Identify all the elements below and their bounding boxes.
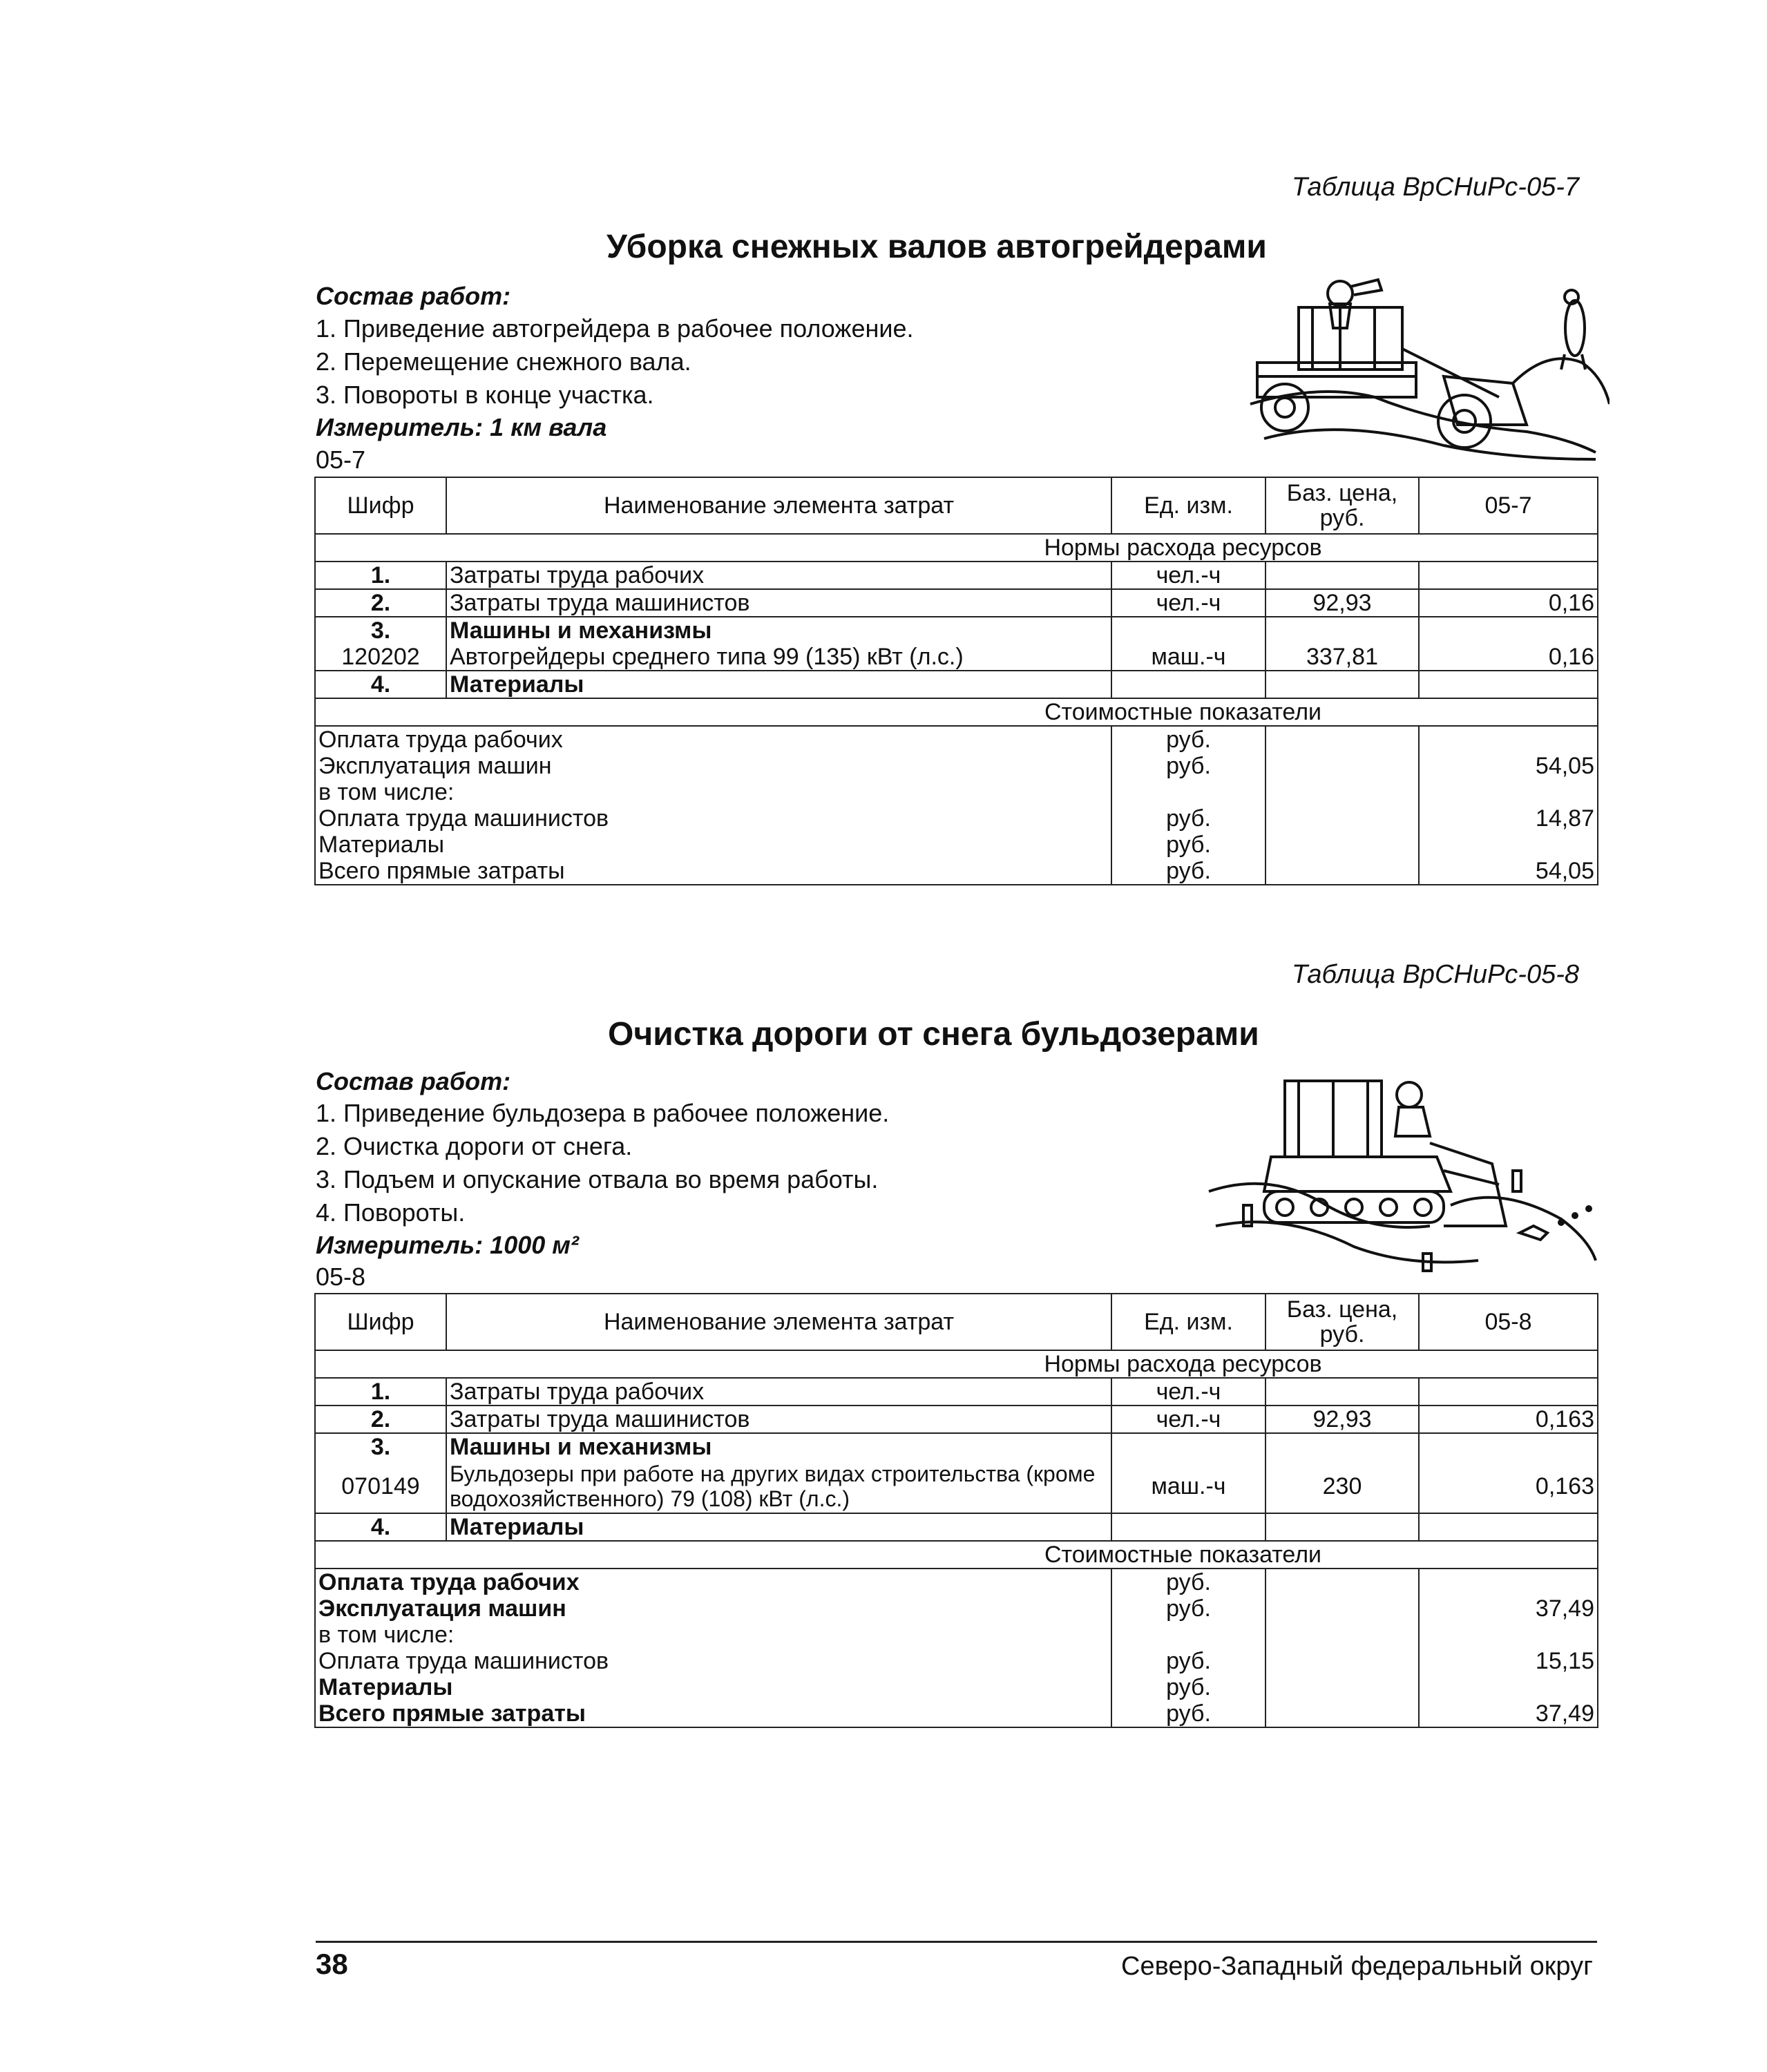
cost-value [1419, 1622, 1598, 1648]
cost-value [1419, 832, 1598, 858]
cost-row [315, 1700, 1598, 1727]
cost-label-row [315, 1541, 1598, 1569]
cost-name: Всего прямые затраты [315, 858, 1111, 885]
row-code: 4. [315, 671, 446, 698]
work-composition-heading: Состав работ: [316, 1067, 511, 1095]
row-unit: чел.-ч [1111, 1378, 1265, 1406]
header-unit: Ед. изм. [1111, 1294, 1265, 1350]
row-code: 3. [315, 1433, 446, 1460]
norms-label: Нормы расхода ресурсов [315, 534, 1598, 562]
cost-name: Оплата труда машинистов [315, 1648, 1111, 1674]
work-item: 1. Приведение автогрейдера в рабочее положение. [316, 314, 914, 343]
row-price: 92,93 [1265, 1406, 1419, 1433]
cost-value: 14,87 [1419, 805, 1598, 832]
row-value: 0,163 [1419, 1406, 1598, 1433]
bulldozer-illustration [1202, 1067, 1603, 1274]
row-value [1419, 1433, 1598, 1460]
row-name: Материалы [446, 1513, 1111, 1541]
header-name: Наименование элемента затрат [446, 477, 1111, 534]
row-price [1265, 671, 1419, 698]
row-price: 92,93 [1265, 589, 1419, 617]
cost-row [315, 1595, 1598, 1622]
norms-table-05-7 [314, 477, 1598, 885]
section-title: Уборка снежных валов автогрейдерами [606, 229, 1267, 265]
cost-value [1419, 726, 1598, 753]
row-price [1265, 617, 1419, 644]
row-value [1419, 1378, 1598, 1406]
row-name: Затраты труда рабочих [446, 562, 1111, 589]
table-row [315, 617, 1598, 644]
measure-unit: Измеритель: 1000 м² [316, 1231, 579, 1259]
table-row [315, 671, 1598, 698]
cost-unit [1111, 1622, 1265, 1648]
row-code: 2. [315, 589, 446, 617]
row-name: Затраты труда машинистов [446, 1406, 1111, 1433]
cost-value: 54,05 [1419, 858, 1598, 885]
cost-value: 37,49 [1419, 1595, 1598, 1622]
norms-label-row [315, 534, 1598, 562]
cost-unit: руб. [1111, 1595, 1265, 1622]
row-unit [1111, 1513, 1265, 1541]
row-unit [1111, 671, 1265, 698]
cost-row [315, 805, 1598, 832]
footer-region: Северо-Западный федеральный округ [1121, 1952, 1593, 1981]
cost-label-row [315, 698, 1598, 726]
cost-row [315, 832, 1598, 858]
row-value: 0,16 [1419, 589, 1598, 617]
work-item: 4. Повороты. [316, 1198, 466, 1227]
row-code: 070149 [315, 1460, 446, 1513]
cost-unit: руб. [1111, 832, 1265, 858]
cost-unit [1111, 779, 1265, 805]
row-code: 1. [315, 1378, 446, 1406]
cost-name: Эксплуатация машин [315, 753, 1111, 779]
row-unit: маш.-ч [1111, 644, 1265, 671]
row-unit [1111, 1433, 1265, 1460]
row-unit: чел.-ч [1111, 562, 1265, 589]
cost-name: Материалы [315, 1674, 1111, 1700]
cost-row [315, 726, 1598, 753]
row-value: 0,163 [1419, 1460, 1598, 1513]
cost-row [315, 1674, 1598, 1700]
cost-name: Материалы [315, 832, 1111, 858]
cost-name: Оплата труда машинистов [315, 805, 1111, 832]
cost-unit: руб. [1111, 1700, 1265, 1727]
cost-name: Эксплуатация машин [315, 1595, 1111, 1622]
cost-unit: руб. [1111, 1569, 1265, 1595]
table-caption: Таблица ВрСНиРс-05-8 [1292, 960, 1580, 989]
table-row [315, 589, 1598, 617]
row-name: Бульдозеры при работе на других видах строительства (кроме водохозяйственного) 79 (108) кВт (л.с.) [446, 1460, 1111, 1513]
cost-value: 37,49 [1419, 1700, 1598, 1727]
page-number: 38 [316, 1948, 348, 1980]
row-name: Затраты труда машинистов [446, 589, 1111, 617]
cost-row [315, 858, 1598, 885]
table-row [315, 1460, 1598, 1513]
work-item: 3. Повороты в конце участка. [316, 381, 654, 409]
row-value [1419, 671, 1598, 698]
table-row [315, 644, 1598, 671]
work-item: 2. Очистка дороги от снега. [316, 1132, 633, 1160]
row-price [1265, 1513, 1419, 1541]
section-title: Очистка дороги от снега бульдозерами [608, 1016, 1259, 1053]
row-price [1265, 1378, 1419, 1406]
cost-row [315, 1569, 1598, 1595]
cost-row [315, 753, 1598, 779]
row-value [1419, 617, 1598, 644]
header-unit: Ед. изм. [1111, 477, 1265, 534]
table-code: 05-8 [316, 1263, 366, 1291]
row-code: 120202 [315, 644, 446, 671]
header-price: Баз. цена, руб. [1265, 1294, 1419, 1350]
row-code: 4. [315, 1513, 446, 1541]
footer-rule [316, 1941, 1597, 1943]
cost-label: Стоимостные показатели [315, 1541, 1598, 1569]
row-unit: чел.-ч [1111, 1406, 1265, 1433]
cost-value: 54,05 [1419, 753, 1598, 779]
row-name: Машины и механизмы [446, 617, 1111, 644]
row-code: 2. [315, 1406, 446, 1433]
grader-illustration [1236, 266, 1610, 466]
row-value: 0,16 [1419, 644, 1598, 671]
table-code: 05-7 [316, 445, 366, 474]
cost-name: Оплата труда рабочих [315, 726, 1111, 753]
row-value [1419, 562, 1598, 589]
norms-label-row [315, 1350, 1598, 1378]
table-row [315, 1513, 1598, 1541]
header-code: Шифр [315, 477, 446, 534]
table-row [315, 1378, 1598, 1406]
row-code: 1. [315, 562, 446, 589]
cost-unit: руб. [1111, 726, 1265, 753]
cost-row [315, 1648, 1598, 1674]
row-unit [1111, 617, 1265, 644]
cost-name: в том числе: [315, 779, 1111, 805]
row-name: Автогрейдеры среднего типа 99 (135) кВт (л.с.) [446, 644, 1111, 671]
cost-row [315, 779, 1598, 805]
row-price: 337,81 [1265, 644, 1419, 671]
cost-value [1419, 1674, 1598, 1700]
row-name: Материалы [446, 671, 1111, 698]
row-value [1419, 1513, 1598, 1541]
row-unit: чел.-ч [1111, 589, 1265, 617]
row-name: Затраты труда рабочих [446, 1378, 1111, 1406]
cost-unit: руб. [1111, 858, 1265, 885]
cost-value: 15,15 [1419, 1648, 1598, 1674]
header-column: 05-8 [1419, 1294, 1598, 1350]
cost-label: Стоимостные показатели [315, 698, 1598, 726]
cost-unit: руб. [1111, 1674, 1265, 1700]
row-price [1265, 562, 1419, 589]
table-row [315, 1433, 1598, 1460]
work-item: 2. Перемещение снежного вала. [316, 347, 691, 376]
cost-name: Всего прямые затраты [315, 1700, 1111, 1727]
cost-unit: руб. [1111, 753, 1265, 779]
cost-unit: руб. [1111, 1648, 1265, 1674]
cost-name: в том числе: [315, 1622, 1111, 1648]
norms-table-05-8 [314, 1293, 1598, 1728]
work-item: 3. Подъем и опускание отвала во время работы. [316, 1165, 879, 1193]
cost-value [1419, 1569, 1598, 1595]
header-code: Шифр [315, 1294, 446, 1350]
row-name: Машины и механизмы [446, 1433, 1111, 1460]
row-code: 3. [315, 617, 446, 644]
row-price: 230 [1265, 1460, 1419, 1513]
cost-row [315, 1622, 1598, 1648]
cost-name: Оплата труда рабочих [315, 1569, 1111, 1595]
table-row [315, 562, 1598, 589]
table-row [315, 1406, 1598, 1433]
norms-label: Нормы расхода ресурсов [315, 1350, 1598, 1378]
row-unit: маш.-ч [1111, 1460, 1265, 1513]
header-column: 05-7 [1419, 477, 1598, 534]
header-price: Баз. цена, руб. [1265, 477, 1419, 534]
table-header-row [315, 477, 1598, 534]
cost-value [1419, 779, 1598, 805]
table-header-row [315, 1294, 1598, 1350]
work-composition-heading: Состав работ: [316, 282, 511, 310]
work-item: 1. Приведение бульдозера в рабочее положение. [316, 1099, 890, 1127]
header-name: Наименование элемента затрат [446, 1294, 1111, 1350]
row-price [1265, 1433, 1419, 1460]
cost-unit: руб. [1111, 805, 1265, 832]
measure-unit: Измеритель: 1 км вала [316, 413, 607, 441]
table-caption: Таблица ВрСНиРс-05-7 [1292, 173, 1580, 202]
